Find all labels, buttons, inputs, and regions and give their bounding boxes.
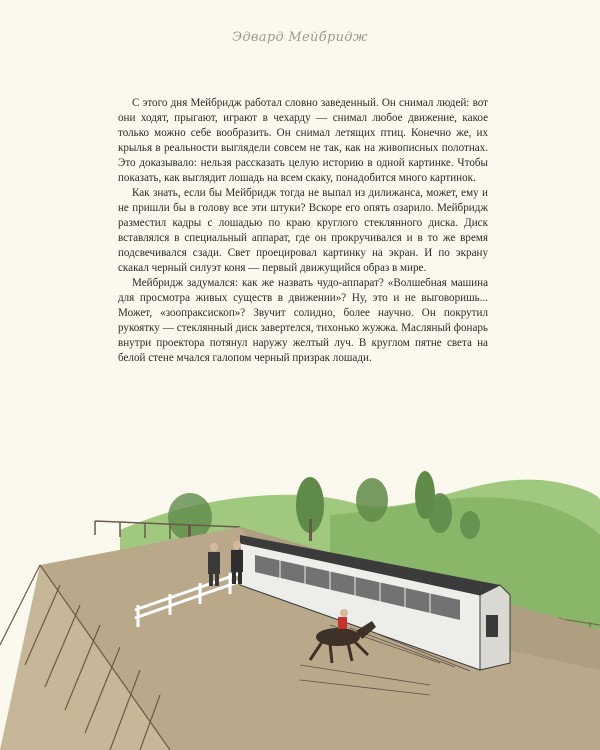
body-text [118, 96, 488, 366]
running-head: Эдвард Мейбридж [232, 30, 368, 45]
racetrack-camera-shed-illustration [0, 455, 600, 750]
paragraph-3: Мейбридж задумался: как же назвать чудо-аппарат? «Волшебная машина для просмотра живых существ в движении»? Ну, это и не выговоришь... Может, «зоопраксископ»? Звучит солидно, более научно. Он покрутил рукоятку — стеклянный диск завертелся, тихонько жужжа. Масляный фонарь внутри проектора потянул наружу желтый луч. В круглом пятне света на белой стене мчался галопом черный призрак лошади. [118, 277, 488, 364]
paragraph-2: Как знать, если бы Мейбридж тогда не выпал из дилижанса, может, ему и не пришли бы в голову все эти штуки? Вскоре его опять озарило. Мейбридж разместил кадры с лошадью по краю круглого стеклянного диска. Диск вставлялся в специальный аппарат, где он прокручивался и в то же время подсвечивался сзади. Свет проецировал картинку на экран. И по экрану скакал черный силуэт коня — первый движущийся образ в мире. [118, 187, 488, 274]
paragraph-1: С этого дня Мейбридж работал словно заведенный. Он снимал людей: вот они ходят, прыгают, играют в чехарду — снимал любое движение, какое только можно себе вообразить. Он снимал летящих птиц. Конечно же, их крылья в реальности выглядели совсем не так, как на живописных полотнах. Это доказывало: нельзя рассказать целую историю в одной картинке. Чтобы показать, как выглядит лошадь на всем скаку, понадобится много картинок. [118, 97, 488, 184]
